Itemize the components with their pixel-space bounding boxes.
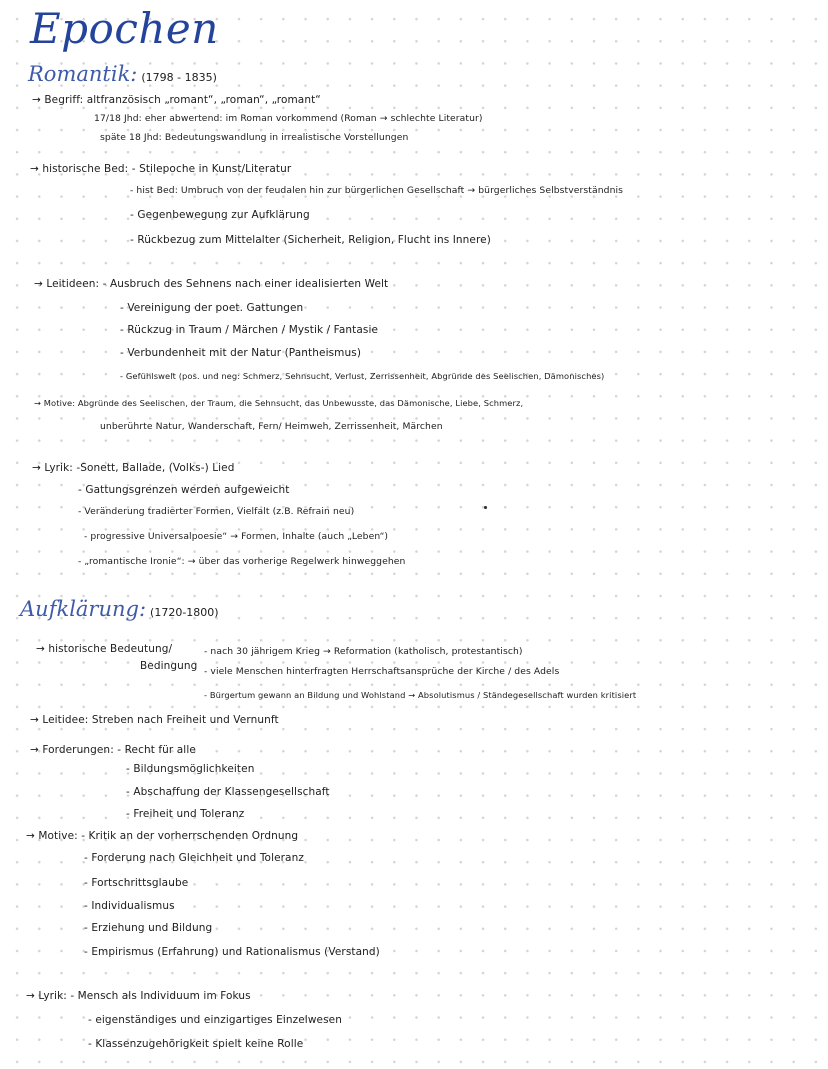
- note-line: - nach 30 jährigem Krieg → Reformation (katholisch, protestantisch): [204, 646, 523, 657]
- note-line: Bedingung: [140, 660, 198, 672]
- note-line: - Gegenbewegung zur Aufklärung: [130, 209, 310, 221]
- section-heading-aufklaerung: [20, 597, 219, 621]
- note-line: → Motive: - Kritik an der vorherrschenden Ordnung: [26, 830, 299, 842]
- note-line: - Gattungsgrenzen werden aufgeweicht: [78, 484, 290, 496]
- note-line: → Forderungen: - Recht für alle: [30, 744, 196, 756]
- note-line: → Leitidee: Streben nach Freiheit und Vernunft: [30, 714, 279, 726]
- aufklaerung-range: (1720-1800): [150, 606, 219, 619]
- note-line: - Veränderung tradierter Formen, Vielfalt (z.B. Refrain neu): [78, 506, 355, 517]
- note-line: - viele Menschen hinterfragten Herrschaftsansprüche der Kirche / des Adels: [204, 666, 560, 677]
- note-line: - Erziehung und Bildung: [84, 922, 213, 934]
- note-line: → historische Bedeutung/: [36, 643, 173, 655]
- romantik-range: (1798 - 1835): [141, 71, 217, 84]
- note-line: - Bürgertum gewann an Bildung und Wohlstand → Absolutismus / Ständegesellschaft wurden kritisiert: [204, 690, 637, 700]
- note-line: - Fortschrittsglaube: [84, 877, 189, 889]
- note-line: - Empirismus (Erfahrung) und Rationalismus (Verstand): [84, 946, 380, 958]
- note-line: - Forderung nach Gleichheit und Toleranz: [84, 852, 304, 864]
- note-line: - Verbundenheit mit der Natur (Pantheismus): [120, 347, 362, 359]
- note-line: - „romantische Ironie“: → über das vorherige Regelwerk hinweggehen: [78, 556, 406, 567]
- note-line: - Abschaffung der Klassengesellschaft: [126, 786, 330, 798]
- note-line: → Motive: Abgründe des Seelischen, der Traum, die Sehnsucht, das Unbewusste, das Dämonische, Liebe, Schmerz,: [34, 398, 524, 408]
- note-line: 17/18 Jhd: eher abwertend: im Roman vorkommend (Roman → schlechte Literatur): [94, 113, 483, 124]
- note-line: - Klassenzugehörigkeit spielt keine Rolle: [88, 1038, 304, 1050]
- section-heading-romantik: [28, 62, 217, 86]
- note-line: - Individualismus: [84, 900, 175, 912]
- note-line: - Rückzug in Traum / Märchen / Mystik / Fantasie: [120, 324, 379, 336]
- note-line: unberührte Natur, Wanderschaft, Fern/ Heimweh, Zerrissenheit, Märchen: [100, 421, 443, 432]
- aufklaerung-heading: Aufklärung:: [20, 597, 147, 621]
- note-line: - eigenständiges und einzigartiges Einzelwesen: [88, 1014, 342, 1026]
- note-line: - Bildungsmöglichkeiten: [126, 763, 255, 775]
- note-line: - Vereinigung der poet. Gattungen: [120, 302, 304, 314]
- note-line: - hist Bed: Umbruch von der feudalen hin zur bürgerlichen Gesellschaft → bürgerliches Selbstverständnis: [130, 185, 624, 196]
- note-line: → Leitideen: - Ausbruch des Sehnens nach einer idealisierten Welt: [34, 278, 389, 290]
- note-line: - Rückbezug zum Mittelalter (Sicherheit, Religion, Flucht ins Innere): [130, 234, 491, 246]
- note-line: - Gefühlswelt (pos. und neg: Schmerz, Sehnsucht, Verlust, Zerrissenheit, Abgründe des Seelischen, Dämonisches): [120, 371, 605, 381]
- note-line: → Lyrik: -Sonett, Ballade, (Volks-) Lied: [32, 462, 235, 474]
- stray-dot: [484, 506, 487, 509]
- note-line: - progressive Universalpoesie“ → Formen, Inhalte (auch „Leben“): [84, 531, 389, 542]
- note-line: → Begriff: altfranzösisch „romant“, „roman“, „romant“: [32, 94, 321, 106]
- note-line: → historische Bed: - Stilepoche in Kunst/Literatur: [30, 163, 292, 175]
- note-line: späte 18 Jhd: Bedeutungswandlung in irrealistische Vorstellungen: [100, 132, 409, 143]
- romantik-heading: Romantik:: [28, 62, 138, 86]
- note-line: → Lyrik: - Mensch als Individuum im Fokus: [26, 990, 251, 1002]
- note-line: - Freiheit und Toleranz: [126, 808, 245, 820]
- page-title: Epochen: [30, 4, 219, 53]
